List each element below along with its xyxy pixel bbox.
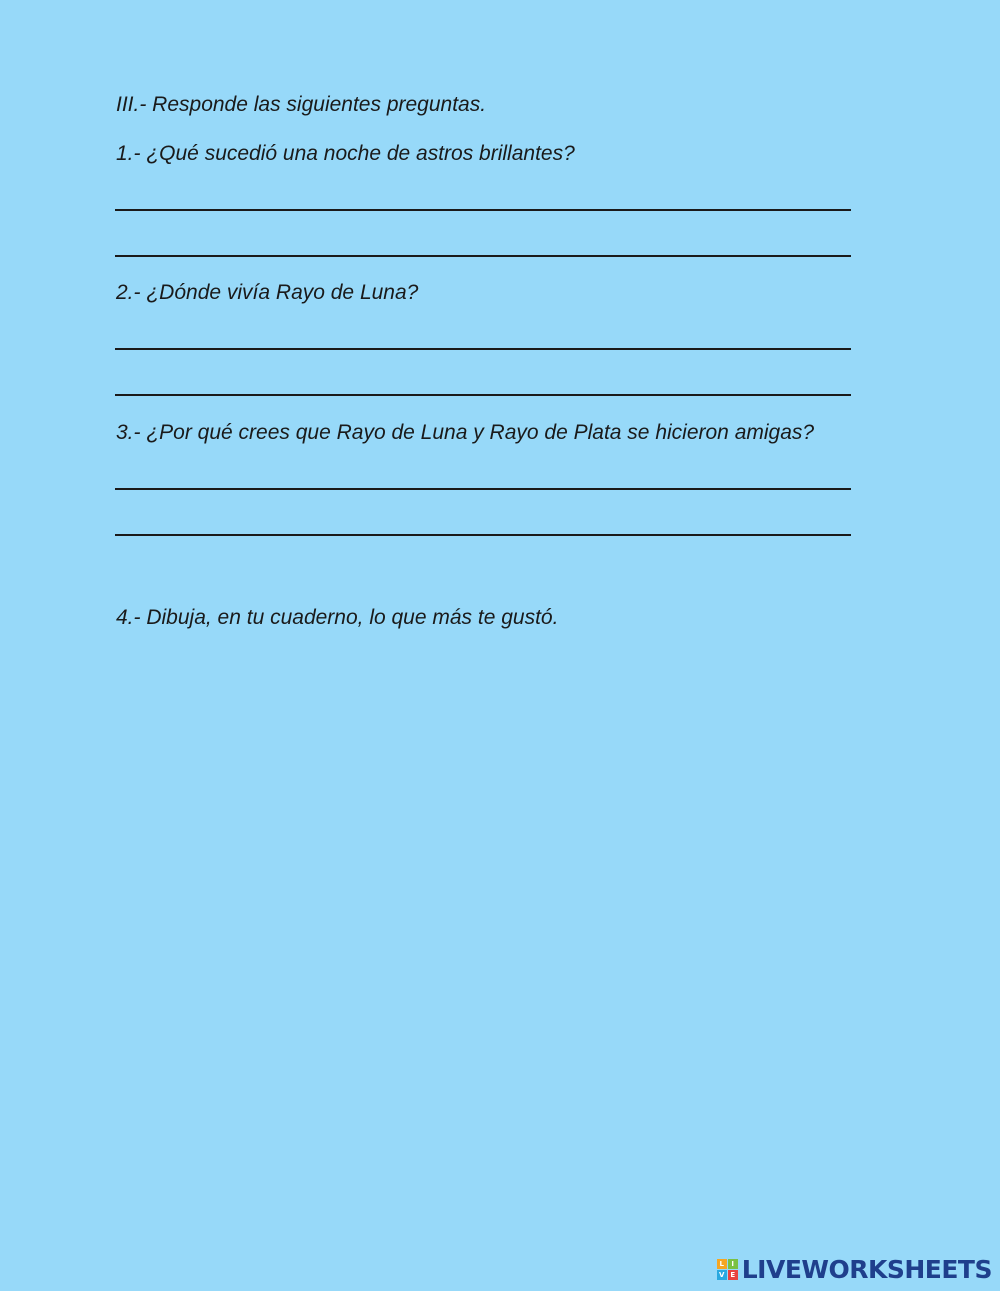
answer-line-2b[interactable] [115,394,851,396]
live-icon-letter: V [717,1270,727,1280]
live-icon [717,1259,739,1281]
question-3: 3.- ¿Por qué crees que Rayo de Luna y Rayo de Plata se hicieron amigas? [116,421,815,444]
live-icon-letter: E [728,1270,738,1280]
logo-text: LIVEWORKSHEETS [741,1255,992,1284]
section-heading: III.- Responde las siguientes preguntas. [116,93,487,116]
question-4: 4.- Dibuja, en tu cuaderno, lo que más te gustó. [116,606,559,629]
question-1: 1.- ¿Qué sucedió una noche de astros brillantes? [116,142,575,165]
answer-line-3b[interactable] [115,534,851,536]
liveworksheets-logo [717,1255,992,1285]
answer-line-1a[interactable] [115,209,851,211]
answer-line-3a[interactable] [115,488,851,490]
live-icon-letter: L [717,1259,727,1269]
live-icon-letter: I [728,1259,738,1269]
answer-line-1b[interactable] [115,255,851,257]
question-2: 2.- ¿Dónde vivía Rayo de Luna? [116,281,419,304]
answer-line-2a[interactable] [115,348,851,350]
